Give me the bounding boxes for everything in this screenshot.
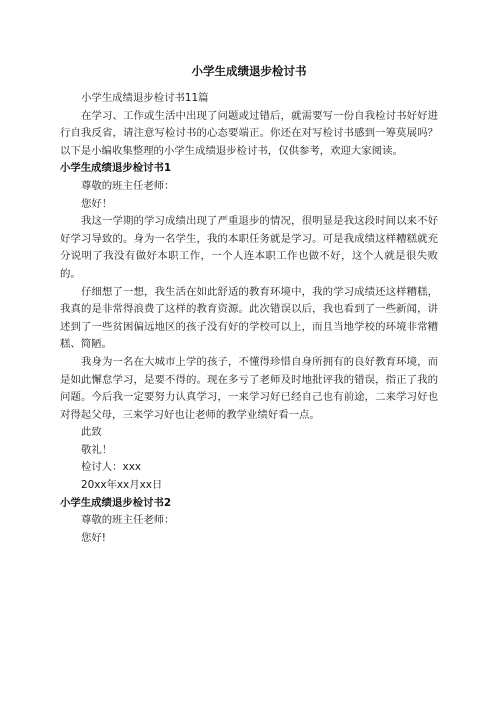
body-paragraph: 仔细想了一想，我生活在如此舒适的教育环境中，我的学习成绩还这样糟糕，我真的是非常得浪费了这样的教育资源。此次错误以后，我也看到了一些新闻，讲述到了一些贫困偏远地区的孩子没有好的学校可以上，而且当地学校的环境非常糟糕、简陋。 xyxy=(60,285,438,351)
body-paragraph: 我这一学期的学习成绩出现了严重退步的情况，很明显是我这段时间以来不好好学习导致的。身为一名学生，我的本职任务就是学习。可是我成绩这样糟糕就充分说明了我没有做好本职工作，一个人连本职工作也做不好，这个人就是很失败的。 xyxy=(60,215,438,280)
document-title: 小学生成绩退步检讨书 xyxy=(191,64,307,78)
salutation: 尊敬的班主任老师： xyxy=(81,179,175,192)
closing-salute: 敬礼！ xyxy=(81,443,113,456)
body-paragraph: 我身为一名在大城市上学的孩子，不懂得珍惜自身所拥有的良好教育环境，而是如此懈怠学习，是要不得的。现在多亏了老师及时地批评我的错误，指正了我的问题。今后我一定要努力认真学习，一来学习好已经自己也有前途，二来学习好也对得起父母，三来学习好也让老师的教学业绩好看一点。 xyxy=(60,355,438,421)
section-heading-1: 小学生成绩退步检讨书1 xyxy=(60,162,172,175)
signature: 检讨人：xxx xyxy=(81,461,142,474)
salutation: 尊敬的班主任老师： xyxy=(81,514,175,527)
date-line: 20xx年xx月xx日 xyxy=(81,479,163,492)
document-page xyxy=(60,62,438,547)
intro-subtitle: 小学生成绩退步检讨书11篇 xyxy=(81,92,209,104)
closing-line: 此致 xyxy=(81,426,102,439)
section-heading-2: 小学生成绩退步检讨书2 xyxy=(60,496,172,509)
intro-paragraph: 在学习、工作或生活中出现了问题或过错后，就需要写一份自我检讨书好好进行自我反省，请注意写检讨书的心态要端正。你还在对写检讨书感到一筹莫展吗？以下是小编收集整理的小学生成绩退步检讨书，仅供参考，欢迎大家阅读。 xyxy=(60,109,438,157)
greeting: 您好！ xyxy=(81,197,113,210)
greeting: 您好! xyxy=(81,531,106,544)
